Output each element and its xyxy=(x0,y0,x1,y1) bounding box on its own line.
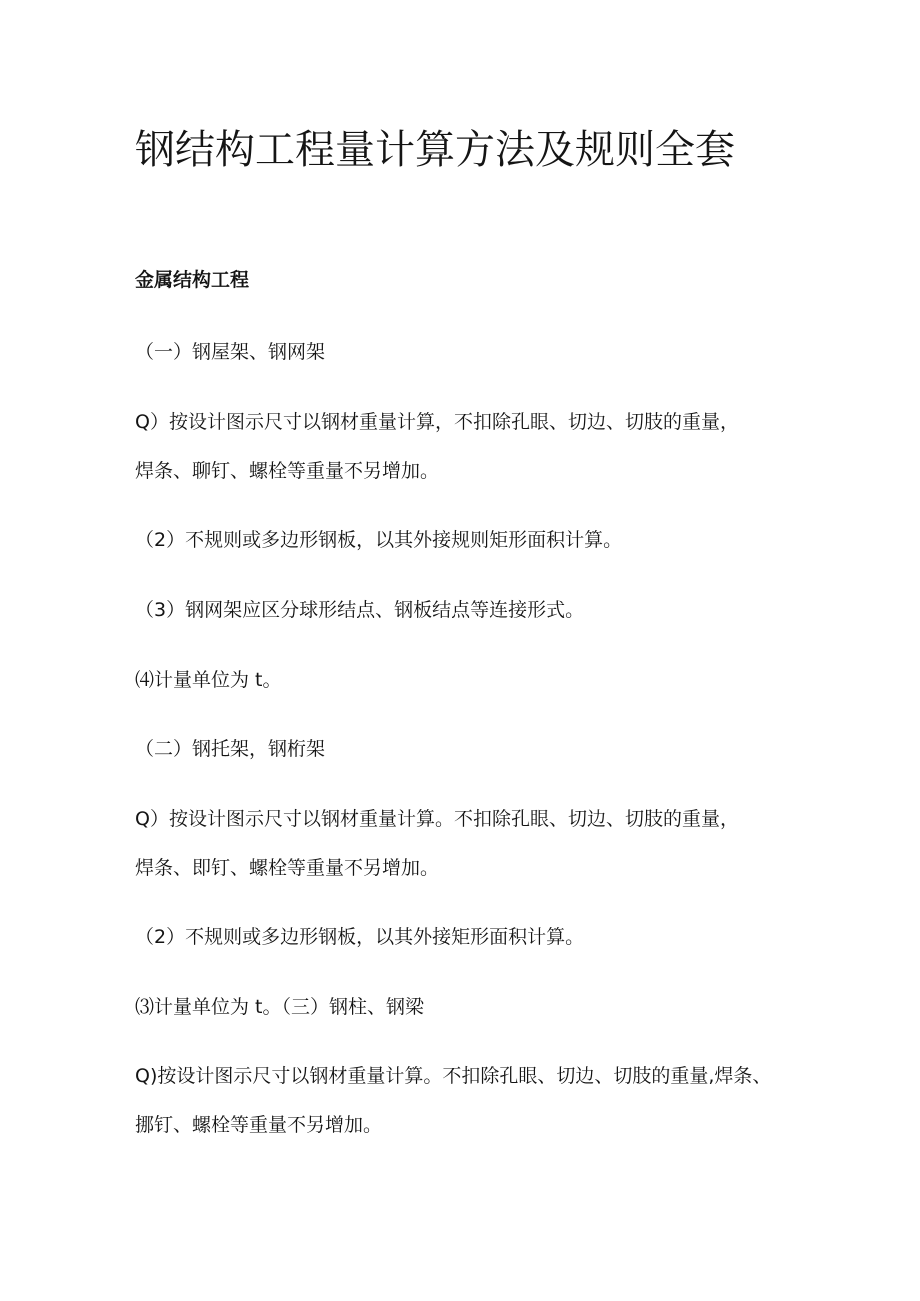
subsection-heading-1: （一）钢屋架、钢网架 xyxy=(135,341,326,363)
paragraph-line: Q)按设计图示尺寸以钢材重量计算。不扣除孔眼、切边、切肢的重量,焊条、 xyxy=(135,1065,772,1087)
subsection-heading-2: （二）钢托架，钢桁架 xyxy=(135,738,326,760)
paragraph-line: Q）按设计图示尺寸以钢材重量计算。不扣除孔眼、切边、切肢的重量， xyxy=(135,808,739,830)
paragraph-line: （2）不规则或多边形钢板，以其外接矩形面积计算。 xyxy=(135,926,585,948)
paragraph-line: （2）不规则或多边形钢板，以其外接规则矩形面积计算。 xyxy=(135,529,623,551)
paragraph-line: ⑶计量单位为 t。（三）钢柱、钢梁 xyxy=(135,996,424,1018)
paragraph-line: （3）钢网架应区分球形结点、钢板结点等连接形式。 xyxy=(135,599,585,621)
section-heading: 金属结构工程 xyxy=(135,269,250,291)
paragraph-line: 焊条、聊钉、螺栓等重量不另增加。 xyxy=(135,460,440,482)
paragraph-line: 挪钉、螺栓等重量不另增加。 xyxy=(135,1114,383,1136)
paragraph-line: 焊条、即钉、螺栓等重量不另增加。 xyxy=(135,857,440,879)
paragraph-line: ⑷计量单位为 t。 xyxy=(135,669,282,691)
document-title: 钢结构工程量计算方法及规则全套 xyxy=(135,127,735,173)
paragraph-line: Q）按设计图示尺寸以钢材重量计算，不扣除孔眼、切边、切肢的重量， xyxy=(135,411,739,433)
